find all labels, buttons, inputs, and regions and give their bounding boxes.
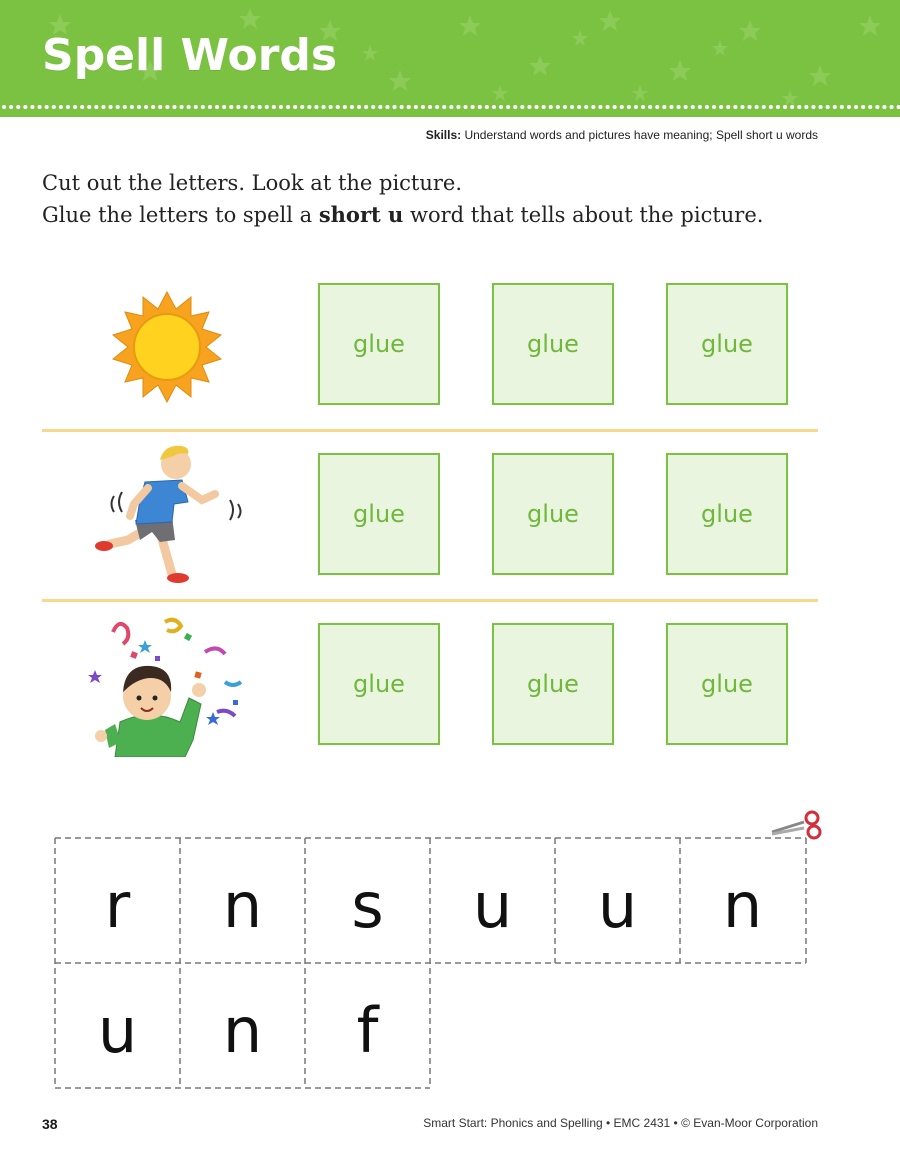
skills-text: Understand words and pictures have meaning; Spell short u words — [464, 128, 818, 142]
glue-box[interactable]: glue — [666, 283, 788, 405]
letter-tile[interactable]: u — [472, 869, 513, 942]
glue-box[interactable]: glue — [666, 623, 788, 745]
short-u-emphasis: short u — [318, 202, 404, 227]
letter-tile[interactable]: r — [104, 869, 131, 942]
letter-tile[interactable]: u — [97, 994, 138, 1067]
letter-tile[interactable]: s — [351, 869, 384, 942]
glue-box[interactable]: glue — [492, 283, 614, 405]
glue-box[interactable]: glue — [318, 283, 440, 405]
instruction-line-1: Cut out the letters. Look at the picture. — [42, 171, 463, 195]
letter-tile[interactable]: n — [222, 994, 263, 1067]
letter-tile[interactable]: f — [356, 994, 379, 1067]
glue-box[interactable]: glue — [666, 453, 788, 575]
glue-box[interactable]: glue — [492, 623, 614, 745]
letter-tile[interactable]: n — [222, 869, 263, 942]
instruction-line-2: Glue the letters to spell a short u word that tells about the picture. — [42, 202, 764, 227]
glue-box[interactable]: glue — [318, 623, 440, 745]
letter-tile[interactable]: n — [722, 869, 763, 942]
letter-tile[interactable]: u — [597, 869, 638, 942]
page-title: Spell Words — [42, 30, 338, 81]
page-number: 38 — [42, 1116, 58, 1132]
glue-box[interactable]: glue — [318, 453, 440, 575]
glue-box[interactable]: glue — [492, 453, 614, 575]
skills-label: Skills: — [425, 128, 462, 142]
footer-credit: Smart Start: Phonics and Spelling • EMC 2431 • © Evan-Moor Corporation — [423, 1116, 818, 1130]
